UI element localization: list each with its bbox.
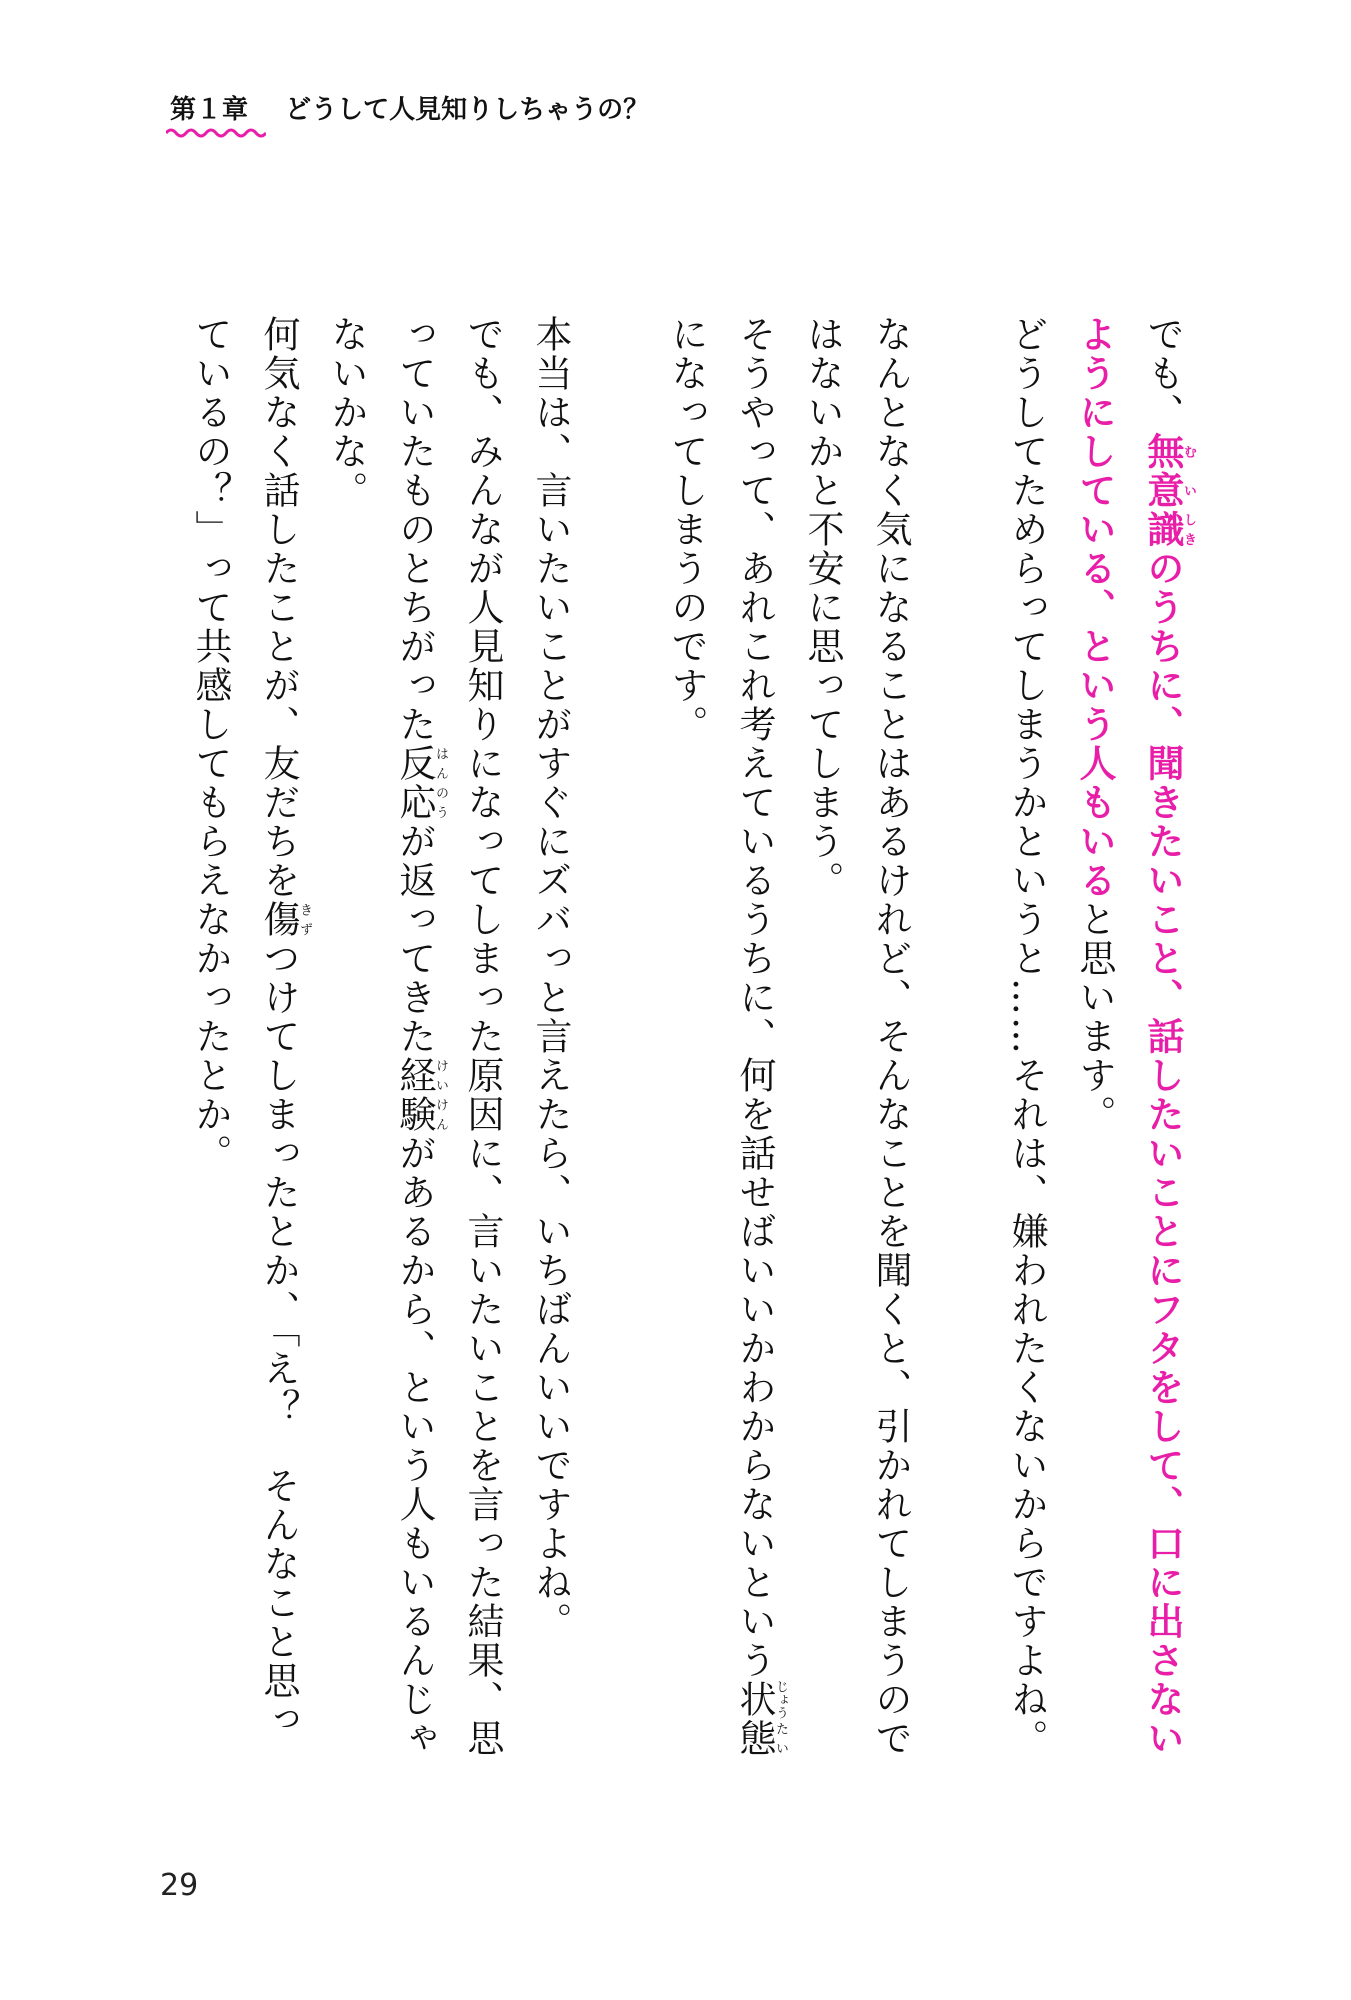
ruby-word [393, 744, 448, 822]
text-segment: 何気なく話したことが、友だちを [257, 315, 300, 900]
ruby-base: 意 [1141, 471, 1184, 510]
running-header [170, 90, 649, 140]
ruby-base: 反 [393, 744, 436, 783]
kanji: 嫌 [1005, 1212, 1048, 1251]
text-segment: われたくないからですよね。 [1005, 1251, 1048, 1758]
ruby-reading: けい [433, 1056, 448, 1095]
ruby-base: 傷 [257, 900, 300, 939]
vertical-body-text [176, 315, 1196, 1765]
text-segment: どうしてためらってしまうかというと……それは、 [1005, 315, 1048, 1212]
paragraph-6 [312, 315, 516, 1765]
ruby-base: 無 [1141, 432, 1184, 471]
page-number: 29 [160, 1868, 199, 1903]
ruby-reading: けん [433, 1095, 448, 1134]
paragraph-gap [924, 315, 992, 1765]
paragraph-gap [584, 315, 652, 1765]
highlighted-text: のうちに、聞きたいこと、話したいことにフタをして、口に出さないようにしている、という人もいる [1073, 315, 1184, 1758]
ruby-base: 状 [733, 1680, 776, 1719]
text-segment: でも、みんなが人見知りになってしまった原因に、言いたいことを言った結果、思っていたものとちがった [393, 315, 504, 1758]
ruby-base: 識 [1141, 510, 1184, 549]
text-segment: が返ってきた [393, 822, 436, 1056]
paragraph-4 [652, 315, 788, 1765]
paragraph-3: なんとなく気になることはあるけれど、そんなことを聞くと、引かれてしまうのではないかと不安に思ってしまう。 [801, 315, 912, 1758]
paragraph-1 [1060, 315, 1196, 1765]
ruby-word [1141, 432, 1196, 549]
wavy-underline-icon [166, 126, 266, 140]
ruby-word [257, 900, 312, 939]
paragraph-2 [992, 315, 1060, 1765]
ruby-reading: のう [433, 783, 448, 822]
ruby-reading: しき [1181, 510, 1196, 549]
ruby-reading: きず [297, 900, 312, 939]
ruby-base: 験 [393, 1095, 436, 1134]
ruby-reading: たい [773, 1719, 788, 1758]
text-segment: になってしまうのです。 [665, 315, 708, 744]
ruby-reading: はん [433, 744, 448, 783]
chapter-label-wrap [170, 90, 248, 130]
ruby-base: 態 [733, 1719, 776, 1758]
paragraph-5: 本当は、言いたいことがすぐにズバっと言えたら、いちばんいいですよね。 [529, 315, 572, 1641]
text-segment: でも、 [1141, 315, 1184, 432]
chapter-label: 第１章 [170, 95, 249, 125]
text-segment: があるから、という人もいるんじゃないかな。 [325, 315, 436, 1758]
text-segment: そうやって、あれこれ考えているうちに、何を話せばいいかわからないという [733, 315, 776, 1680]
paragraph-7 [176, 315, 312, 1765]
ruby-reading: む [1181, 432, 1196, 471]
text-segment: つけてしまったとか、「え？ そんなこと思っているの？」って共感してもらえなかったとか。 [189, 315, 300, 1740]
ruby-reading: じょう [773, 1680, 788, 1719]
chapter-title: どうして人見知りしちゃうの？ [285, 95, 650, 125]
ruby-word [733, 1680, 788, 1758]
ruby-reading: い [1181, 471, 1196, 510]
ruby-base: 経 [393, 1056, 436, 1095]
ruby-word [393, 1056, 448, 1134]
text-segment: と思います。 [1073, 900, 1116, 1134]
ruby-base: 応 [393, 783, 436, 822]
